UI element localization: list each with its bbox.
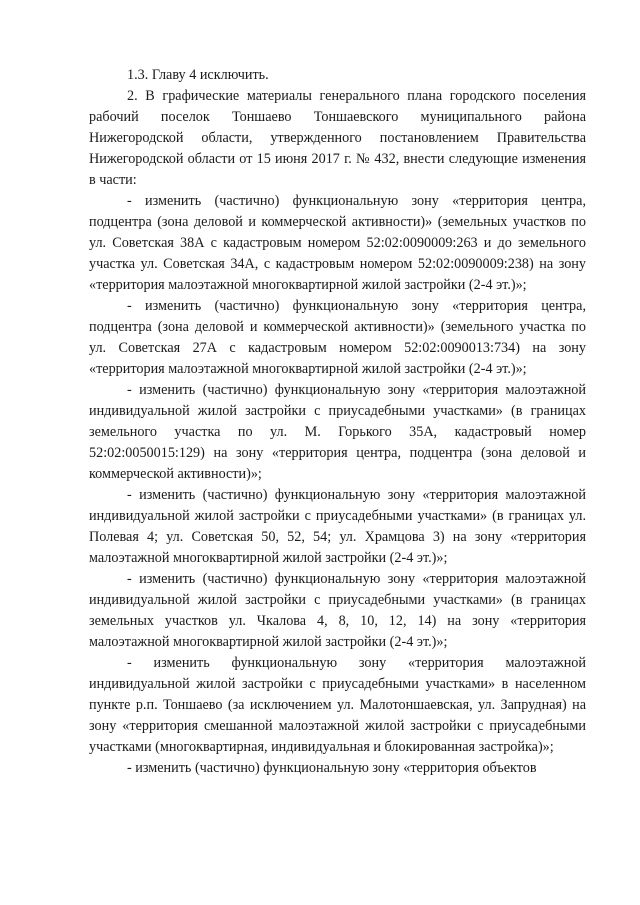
paragraph-chapter-removal: 1.3. Главу 4 исключить. — [127, 67, 269, 83]
list-item-change-polevaya: - изменить (частично) функциональную зону «территория малоэтажной индивидуальной жилой застройки с приусадебными участками» (в границах ул. Полевая 4; ул. Советская 50, 52, 54; ул. Храмцова 3) на зону «территория малоэтажной многоквартирной жилой застройки (2-4 эт.)»; — [89, 487, 586, 566]
list-item-change-gorkogo-35a: - изменить (частично) функциональную зону «территория малоэтажной индивидуальной жилой застройки с приусадебными участками» (в границах земельного участка по ул. М. Горького 35А, кадастровый номер 52:02:0050015:129) на зону «территория центра, подцентра (зона деловой и коммерческой активности)»; — [89, 382, 586, 482]
paragraph-graphic-materials: 2. В графические материалы генерального плана городского поселения рабочий поселок Тоншаево Тоншаевского муниципального района Нижегородской области, утвержденного постановлением Правительства Нижегородской области от 15 июня 2017 г. № 432, внести следующие изменения в части: — [89, 88, 586, 188]
list-item-change-objects-territory: - изменить (частично) функциональную зону «территория объектов — [127, 760, 537, 776]
list-item-change-chkalova: - изменить (частично) функциональную зону «территория малоэтажной индивидуальной жилой застройки с приусадебными участками» (в границах земельных участков ул. Чкалова 4, 8, 10, 12, 14) на зону «территория малоэтажной многоквартирной жилой застройки (2-4 эт.)»; — [89, 571, 586, 650]
document-body — [89, 65, 586, 779]
list-item-change-sovetskaya-27a: - изменить (частично) функциональную зону «территория центра, подцентра (зона деловой и коммерческой активности)» (земельного участка по ул. Советская 27А с кадастровым номером 52:02:0090013:734) на зону «территория малоэтажной многоквартирной жилой застройки (2-4 эт.)»; — [89, 298, 586, 377]
list-item-change-sovetskaya-38a: - изменить (частично) функциональную зону «территория центра, подцентра (зона деловой и коммерческой активности)» (земельных участков по ул. Советская 38А с кадастровым номером 52:02:0090009:263 и до земельного участка ул. Советская 34А, с кадастровым номером 52:02:0090009:238) на зону «территория малоэтажной многоквартирной жилой застройки (2-4 эт.)»; — [89, 193, 586, 293]
list-item-change-tonshaevo-settlement: - изменить функциональную зону «территория малоэтажной индивидуальной жилой застройки с приусадебными участками» в населенном пункте р.п. Тоншаево (за исключением ул. Малотоншаевская, ул. Запрудная) на зону «территория смешанной малоэтажной жилой застройки с приусадебными участками (многоквартирная, индивидуальная и блокированная застройка)»; — [89, 655, 586, 755]
